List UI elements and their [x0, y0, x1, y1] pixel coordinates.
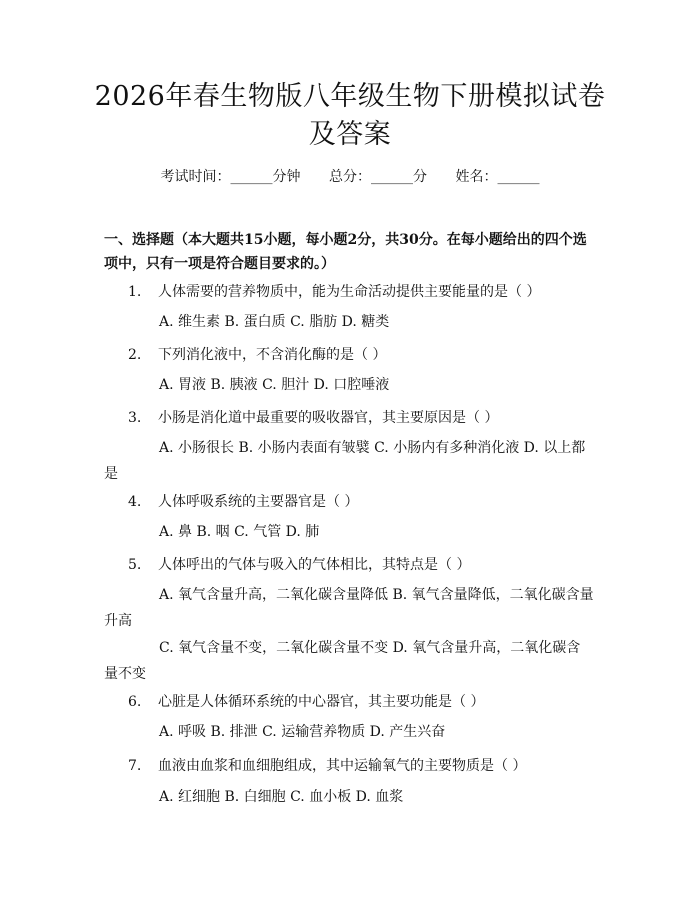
question-number: 5.	[128, 557, 142, 573]
question-5-options: A. 氧气含量升高，二氧化碳含量降低 B. 氧气含量降低，二氧化碳含量升高	[104, 587, 594, 629]
question-stem: 血液由血浆和血细胞组成，其中运输氧气的主要物质是（ ）	[158, 758, 527, 774]
exam-time-field: 考试时间：______分钟	[160, 169, 301, 185]
section-heading: 一、选择题（本大题共15小题，每小题2分，共30分。在每小题给出的四个选项中，只有一项是符合题目要求的。）	[104, 232, 587, 272]
question-number: 4.	[128, 494, 142, 510]
exam-info-line	[0, 167, 700, 187]
question-number: 1.	[128, 284, 142, 300]
question-number: 7.	[128, 758, 142, 774]
page-title: 2026年春生物版八年级生物下册模拟试卷及答案	[94, 81, 606, 150]
total-score-field: 总分：______分	[329, 169, 427, 185]
question-1-options: A. 维生素 B. 蛋白质 C. 脂肪 D. 糖类	[159, 314, 390, 330]
student-name-field: 姓名：______	[455, 169, 540, 185]
question-stem: 人体呼出的气体与吸入的气体相比，其特点是（ ）	[158, 557, 471, 573]
question-3-options: A. 小肠很长 B. 小肠内表面有皱襞 C. 小肠内有多种消化液 D. 以上都是	[104, 440, 586, 482]
question-7-options: A. 红细胞 B. 白细胞 C. 血小板 D. 血浆	[159, 789, 404, 805]
question-stem: 人体需要的营养物质中，能为生命活动提供主要能量的是（ ）	[158, 284, 541, 300]
question-number: 6.	[128, 694, 142, 710]
question-5-options-continued: C. 氧气含量不变，二氧化碳含量不变 D. 氧气含量升高，二氧化碳含量不变	[104, 640, 581, 682]
question-stem: 人体呼吸系统的主要器官是（ ）	[158, 494, 359, 510]
question-4-options: A. 鼻 B. 咽 C. 气管 D. 肺	[159, 524, 320, 540]
question-number: 2.	[128, 347, 142, 363]
question-6-options: A. 呼吸 B. 排泄 C. 运输营养物质 D. 产生兴奋	[159, 724, 446, 740]
question-number: 3.	[128, 410, 142, 426]
question-stem: 小肠是消化道中最重要的吸收器官，其主要原因是（ ）	[158, 410, 499, 426]
question-stem: 下列消化液中，不含消化酶的是（ ）	[158, 347, 387, 363]
question-stem: 心脏是人体循环系统的中心器官，其主要功能是（ ）	[158, 694, 485, 710]
question-2-options: A. 胃液 B. 胰液 C. 胆汁 D. 口腔唾液	[159, 377, 390, 393]
